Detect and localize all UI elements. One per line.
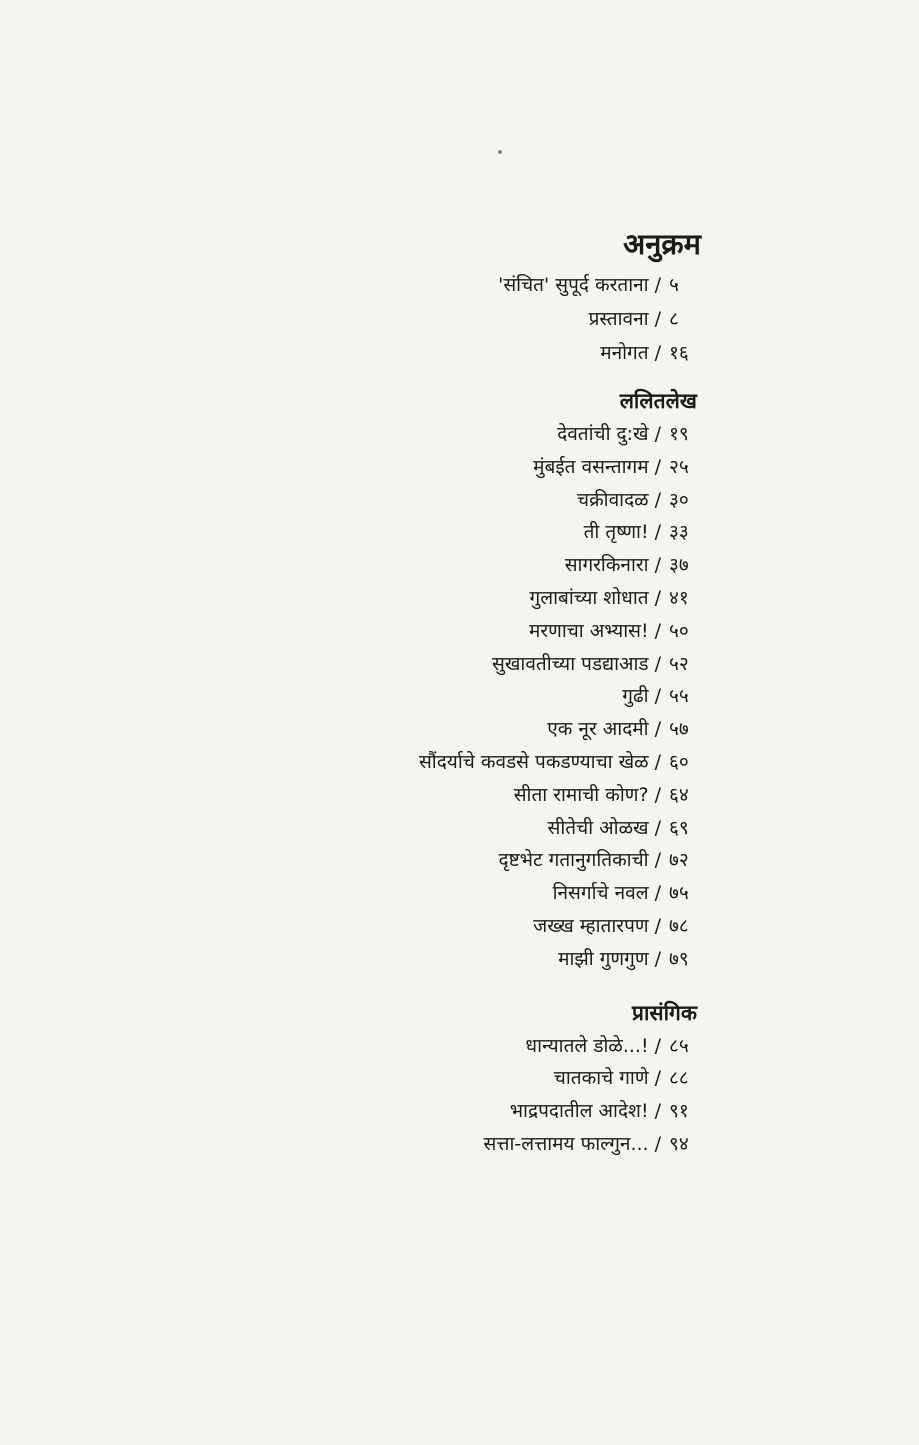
entry-separator: /	[654, 652, 661, 675]
toc-entry	[177, 812, 697, 845]
entry-page-number: ३०	[669, 488, 689, 511]
toc-entry	[177, 484, 697, 517]
entry-page-number: ९१	[669, 1100, 689, 1123]
entry-separator: /	[654, 342, 661, 364]
toc-entry	[177, 1030, 697, 1063]
paper-speck	[498, 150, 502, 154]
entry-separator: /	[654, 750, 661, 773]
entry-separator: /	[654, 849, 661, 872]
entry-page-number: ६४	[669, 783, 689, 806]
entry-title: दृष्टभेट गतानुगतिकाची	[498, 849, 649, 872]
entry-title: मनोगत	[600, 342, 649, 364]
entry-title: गुढी	[622, 685, 649, 708]
entry-separator: /	[654, 882, 661, 905]
toc-entry	[177, 1062, 697, 1095]
entry-separator: /	[654, 586, 661, 609]
entry-page-number: ५२	[669, 652, 689, 675]
section-heading-lalitlekh: ललितलेख	[619, 389, 697, 413]
entry-page-number: ८५	[669, 1034, 689, 1057]
entry-title: सुखावतीच्या पडद्याआड	[492, 652, 649, 675]
entry-page-number: १९	[669, 423, 689, 445]
entry-separator: /	[654, 685, 661, 708]
toc-entry	[177, 516, 697, 549]
entry-title: प्रस्तावना	[588, 308, 649, 330]
entry-page-number: ६९	[669, 816, 689, 839]
entry-separator: /	[654, 619, 661, 642]
contents-title: अनुक्रम	[623, 227, 701, 261]
entry-page-number: ३७	[669, 554, 689, 577]
entry-page-number: ७५	[669, 882, 689, 905]
entry-title: निसर्गाचे नवल	[552, 882, 649, 905]
entry-title: सत्ता-लत्तामय फाल्गुन...	[483, 1132, 649, 1155]
entry-separator: /	[654, 718, 661, 741]
entry-separator: /	[654, 521, 661, 544]
entry-separator: /	[654, 423, 661, 445]
toc-entry	[177, 336, 697, 370]
entry-separator: /	[654, 914, 661, 937]
entry-page-number: ५७	[669, 718, 689, 741]
toc-entry	[177, 648, 697, 681]
entry-page-number: ७२	[669, 849, 689, 872]
toc-entry	[177, 549, 697, 582]
entry-page-number: ८	[669, 308, 679, 330]
entry-page-number: २५	[669, 455, 689, 478]
entry-title: एक नूर आदमी	[547, 718, 649, 741]
entry-page-number: ८८	[669, 1067, 689, 1090]
toc-entry	[177, 1095, 697, 1128]
section-list-prasangik	[177, 1030, 697, 1161]
entry-title: भाद्रपदातील आदेश!	[509, 1100, 649, 1123]
front-matter-list	[177, 268, 697, 370]
entry-separator: /	[654, 816, 661, 839]
entry-separator: /	[654, 1034, 661, 1057]
toc-entry	[177, 615, 697, 648]
toc-entry	[177, 877, 697, 910]
table-of-contents	[177, 220, 701, 1161]
entry-page-number: ७८	[669, 914, 689, 937]
toc-entry	[177, 844, 697, 877]
entry-separator: /	[654, 274, 661, 296]
entry-title: ती तृष्णा!	[583, 521, 649, 544]
entry-title: देवतांची दु:खे	[557, 423, 649, 445]
entry-page-number: ५५	[669, 685, 689, 708]
entry-separator: /	[654, 1100, 661, 1123]
entry-separator: /	[654, 783, 661, 806]
entry-title: 'संचित' सुपूर्द करताना	[498, 274, 649, 296]
entry-separator: /	[654, 308, 661, 330]
entry-separator: /	[654, 455, 661, 478]
entry-title: जख्ख म्हातारपण	[533, 914, 649, 937]
section-heading-prasangik: प्रासंगिक	[632, 1000, 697, 1025]
toc-entry	[177, 582, 697, 615]
entry-page-number: ५०	[669, 619, 689, 642]
entry-title: चक्रीवादळ	[577, 488, 649, 511]
entry-title: धान्यातले डोळे...!	[525, 1034, 649, 1057]
entry-page-number: ५	[669, 274, 679, 296]
section-list-lalitlekh	[177, 418, 697, 976]
entry-title: मुंबईत वसन्तागम	[533, 455, 649, 478]
entry-page-number: १६	[669, 342, 689, 364]
entry-page-number: ४१	[669, 586, 689, 609]
entry-title: चातकाचे गाणे	[553, 1067, 649, 1090]
toc-entry	[177, 1128, 697, 1161]
entry-title: सीता रामाची कोण?	[513, 783, 649, 806]
entry-page-number: ६०	[669, 750, 689, 773]
toc-entry	[177, 943, 697, 976]
entry-separator: /	[654, 1067, 661, 1090]
toc-entry	[177, 910, 697, 943]
toc-entry	[177, 268, 697, 302]
entry-title: सागरकिनारा	[564, 554, 649, 577]
entry-title: सौंदर्याचे कवडसे पकडण्याचा खेळ	[418, 750, 649, 773]
entry-separator: /	[654, 947, 661, 970]
toc-entry	[177, 779, 697, 812]
toc-entry	[177, 680, 697, 713]
entry-title: सीतेची ओळख	[547, 816, 649, 839]
entry-separator: /	[654, 554, 661, 577]
entry-separator: /	[654, 1132, 661, 1155]
toc-entry	[177, 418, 697, 451]
toc-entry	[177, 713, 697, 746]
toc-entry	[177, 451, 697, 484]
entry-page-number: ७९	[669, 947, 689, 970]
toc-entry	[177, 302, 697, 336]
entry-title: मरणाचा अभ्यास!	[528, 619, 649, 642]
entry-page-number: ९४	[669, 1132, 689, 1155]
entry-title: माझी गुणगुण	[558, 947, 649, 970]
entry-separator: /	[654, 488, 661, 511]
entry-title: गुलाबांच्या शोधात	[529, 586, 649, 609]
toc-entry	[177, 746, 697, 779]
entry-page-number: ३३	[669, 521, 689, 544]
